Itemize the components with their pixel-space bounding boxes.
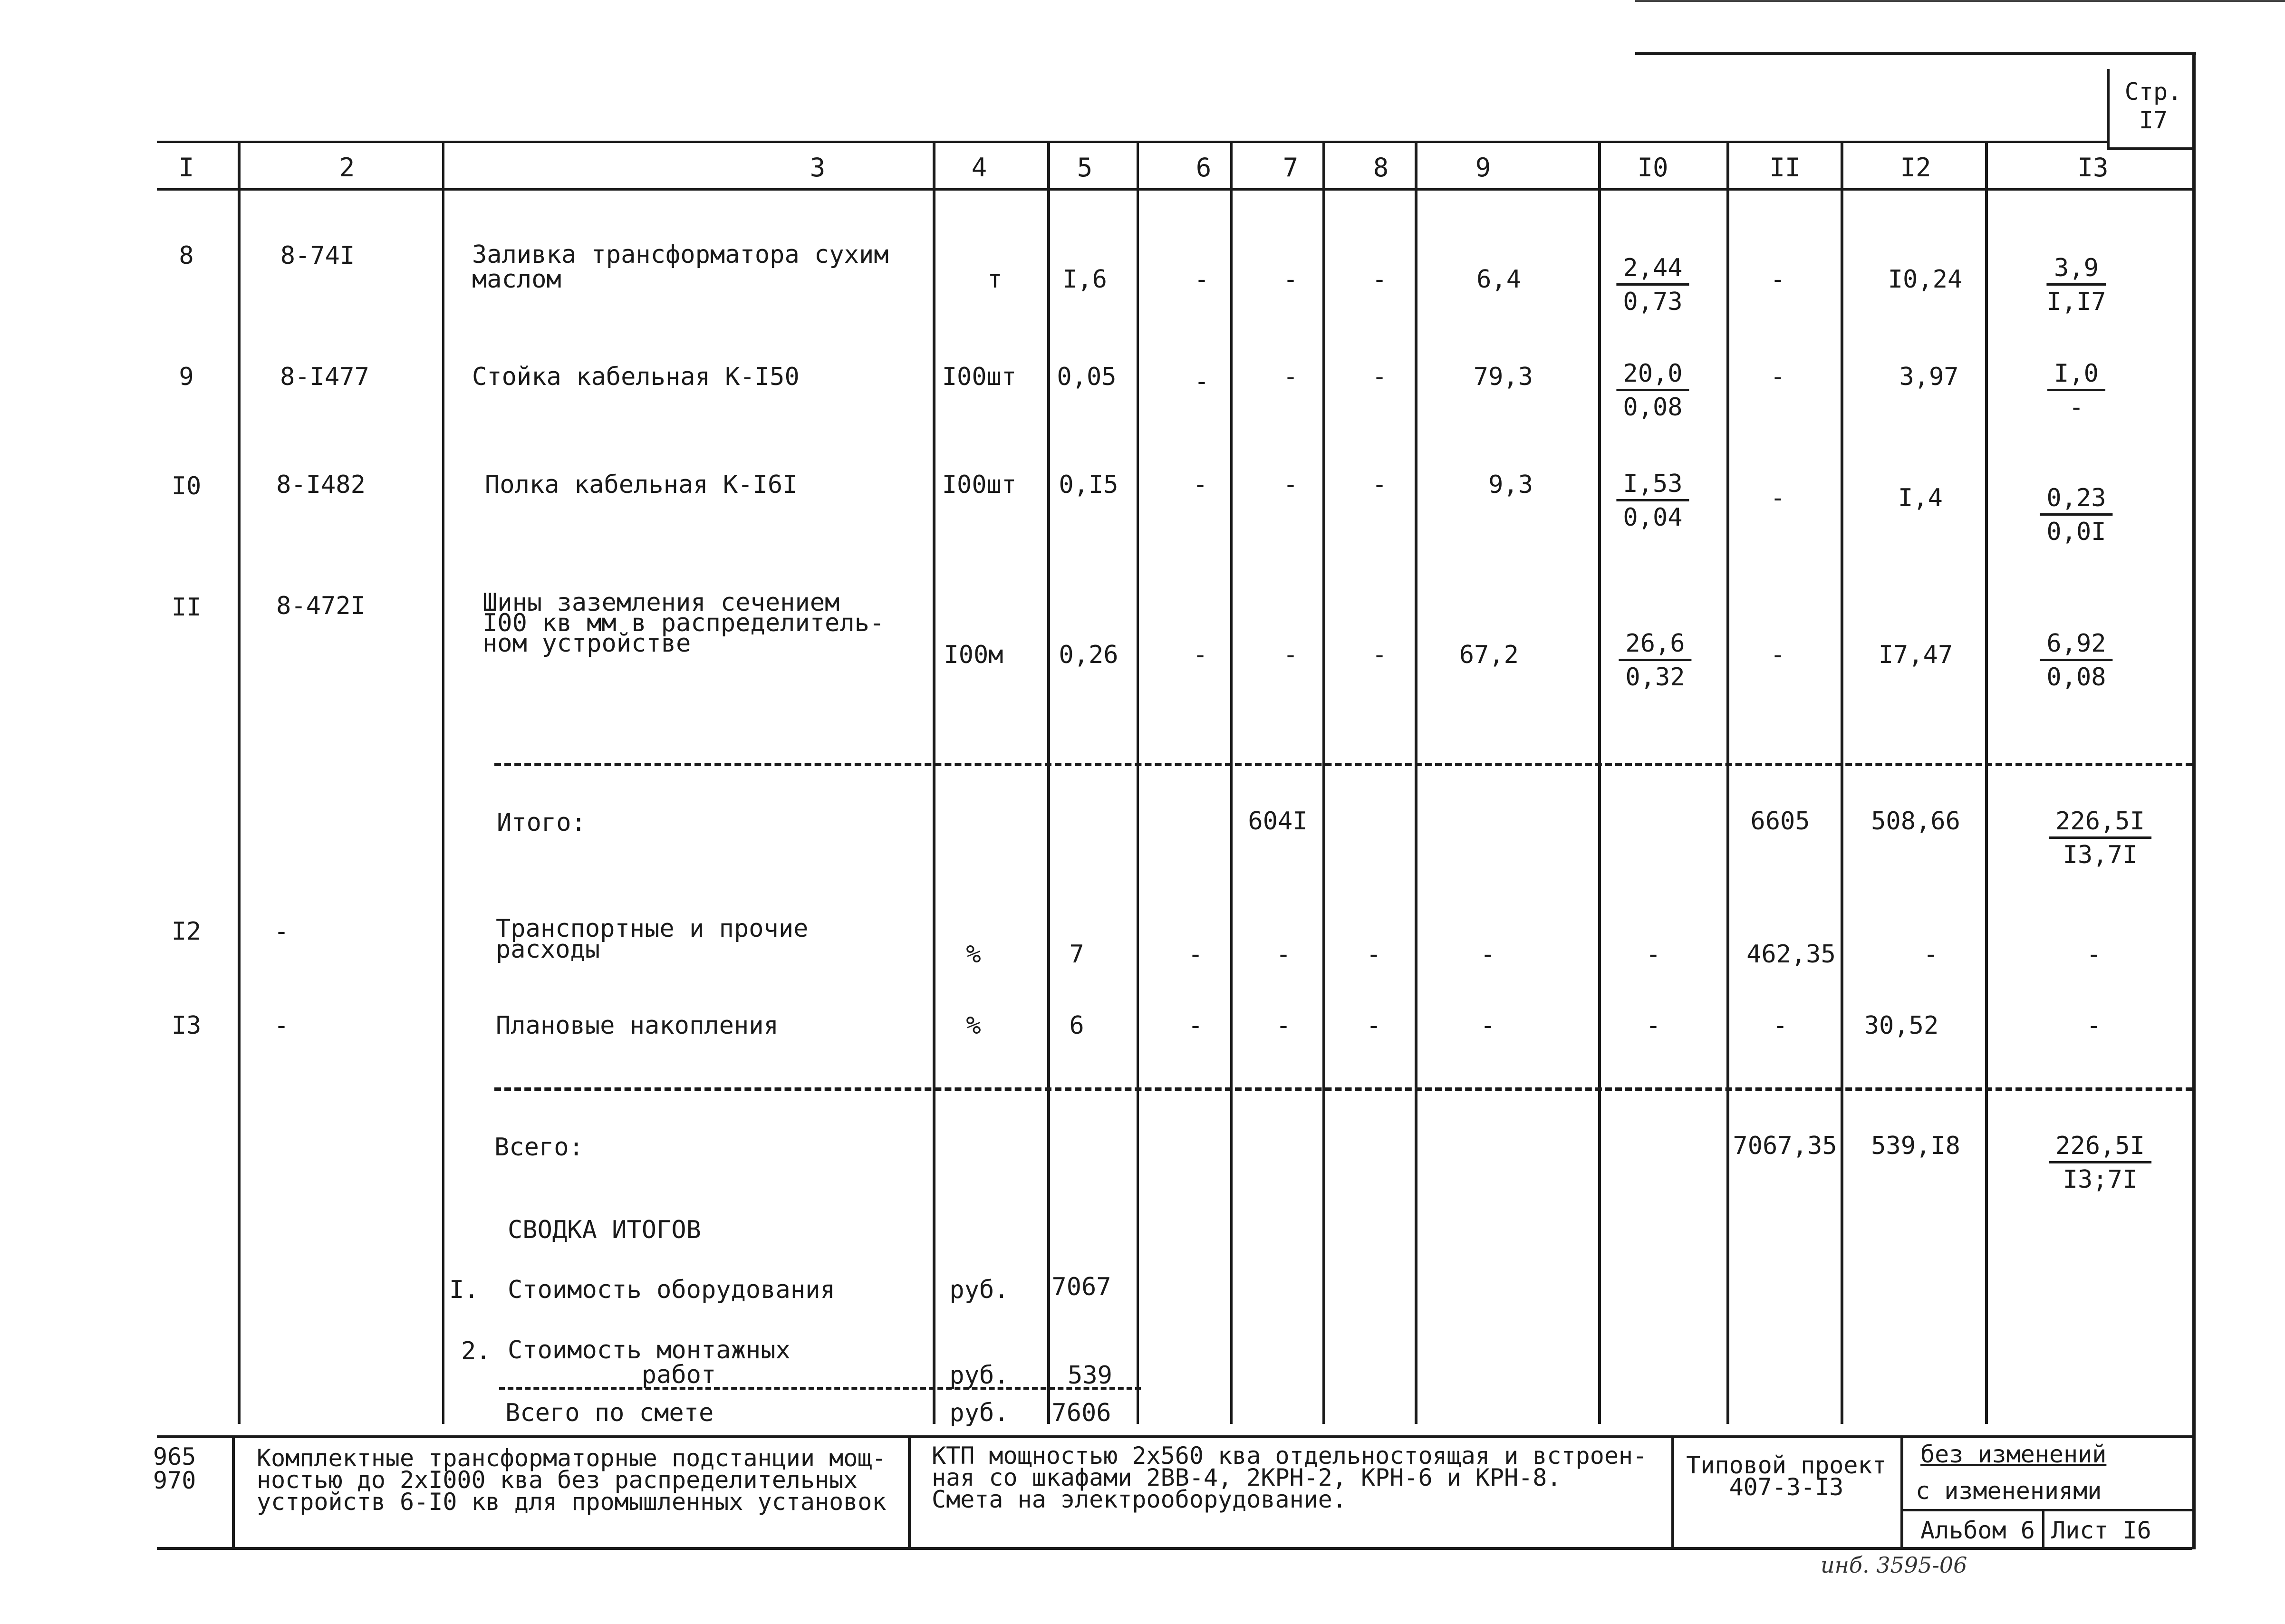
stamp-no-changes: без изменений	[1920, 1441, 2107, 1468]
col-header-6: 6	[1196, 153, 1212, 183]
header-bottom-line	[157, 188, 2192, 191]
table-row-12-code: -	[274, 917, 289, 946]
table-row-12-c8: -	[1366, 940, 1381, 969]
table-row-9-c11: -	[1770, 363, 1785, 391]
table-row-8-n: 8	[179, 241, 194, 270]
table-row-10-c13	[2040, 485, 2112, 545]
table-row-10-c8: -	[1372, 471, 1387, 499]
summary-item-1-num: I.	[449, 1276, 479, 1304]
col-rule-7	[1322, 141, 1325, 1424]
itogo-c12: 508,66	[1871, 807, 1960, 836]
summary-total-unit: руб.	[949, 1399, 1009, 1427]
table-row-12-qty: 7	[1069, 940, 1084, 969]
frame-right-line	[2192, 52, 2196, 1549]
table-row-10-c13-top: 0,23	[2040, 485, 2112, 516]
col-header-10: I0	[1637, 153, 1668, 183]
col-header-11: II	[1769, 153, 1801, 183]
table-row-8-c13-top: 3,9	[2046, 255, 2106, 286]
col-header-7: 7	[1282, 153, 1299, 183]
table-row-8-c7: -	[1283, 265, 1298, 294]
col-header-12: I2	[1900, 153, 1931, 183]
table-row-11-c9: 67,2	[1459, 641, 1519, 669]
itogo-c13-bottom: I3,7I	[2063, 841, 2138, 869]
col-header-5: 5	[1077, 153, 1093, 183]
col-rule-9	[1598, 141, 1601, 1424]
table-row-8-c9: 6,4	[1476, 265, 1521, 294]
table-row-13-c12: 30,52	[1864, 1011, 1939, 1040]
table-row-11-c10-bottom: 0,32	[1625, 663, 1685, 692]
col-header-8: 8	[1373, 153, 1389, 183]
table-row-10-c6: -	[1193, 471, 1208, 499]
col-rule-8	[1415, 141, 1417, 1424]
stamp-div-4	[1900, 1435, 1903, 1549]
table-row-9-c9: 79,3	[1473, 363, 1533, 391]
stamp-years: 965 970	[153, 1443, 196, 1494]
col-header-4: 4	[971, 153, 987, 183]
table-row-9-c13-top: I,0	[2047, 360, 2105, 391]
table-row-8-c13-bottom: I,I7	[2046, 288, 2106, 316]
table-row-10-c9: 9,3	[1488, 471, 1533, 499]
table-row-11-c8: -	[1372, 641, 1387, 669]
table-row-10-c10-bottom: 0,04	[1623, 503, 1683, 532]
page-label-box-bottom	[2107, 147, 2195, 150]
table-row-13-name: Плановые накопления	[496, 1011, 779, 1040]
stamp-top-line	[157, 1435, 2192, 1438]
top-right-edge-line	[1635, 0, 2285, 2]
col-header-13: I3	[2077, 153, 2109, 183]
table-row-13-c7: -	[1276, 1011, 1291, 1040]
table-row-10-code: 8-I482	[276, 471, 366, 499]
table-row-11-n: II	[171, 593, 202, 622]
table-row-10-c11: -	[1770, 484, 1785, 512]
table-row-9-c7: -	[1283, 363, 1298, 391]
table-row-12-c13: -	[2086, 940, 2102, 969]
stamp-bottom-line	[157, 1547, 2192, 1550]
table-row-9-qty: 0,05	[1057, 363, 1117, 391]
table-row-13-code: -	[274, 1011, 289, 1040]
table-row-13-c6: -	[1188, 1011, 1203, 1040]
table-row-13-c8: -	[1366, 1011, 1381, 1040]
table-row-8-c10	[1616, 255, 1689, 315]
table-row-10-c13-bottom: 0,0I	[2046, 518, 2106, 546]
col-rule-5	[1137, 141, 1139, 1424]
table-row-12-unit: %	[966, 940, 981, 969]
vsego-c13	[2049, 1133, 2151, 1193]
table-row-11-c10	[1619, 630, 1691, 691]
table-row-13-c11: -	[1773, 1011, 1788, 1040]
table-row-13-unit: %	[966, 1011, 981, 1040]
stamp-div-2	[908, 1435, 911, 1549]
table-row-9-c10	[1616, 360, 1689, 421]
summary-item-1-unit: руб.	[949, 1276, 1009, 1304]
itogo-c11: 6605	[1750, 807, 1810, 836]
stamp-sheet: Лист I6	[2051, 1517, 2151, 1544]
col-rule-3	[933, 141, 935, 1424]
table-row-9-c8: -	[1372, 363, 1387, 391]
col-rule-2	[442, 141, 444, 1424]
table-row-12-c11: 462,35	[1746, 940, 1836, 969]
table-row-11-c13-top: 6,92	[2040, 630, 2112, 661]
table-row-9-code: 8-I477	[280, 363, 369, 391]
table-row-12-c6: -	[1188, 940, 1203, 969]
col-rule-6	[1230, 141, 1233, 1424]
table-row-12-name: Транспортные и прочие расходы	[496, 914, 809, 964]
table-row-13-c13: -	[2086, 1011, 2102, 1040]
stamp-project: Типовой проект 407-3-I3	[1686, 1451, 1887, 1501]
summary-title: СВОДКА ИТОГОВ	[508, 1216, 701, 1244]
summary-item-2-unit: руб.	[949, 1361, 1009, 1390]
table-row-12-c12: -	[1923, 940, 1938, 969]
col-header-2: 2	[339, 153, 355, 183]
vsego-c12: 539,I8	[1871, 1132, 1960, 1160]
itogo-label: Итого:	[497, 808, 586, 837]
stamp-inner-line	[1900, 1509, 2192, 1511]
vsego-c13-bottom: I3;7I	[2063, 1165, 2138, 1194]
table-row-9-c10-bottom: 0,08	[1623, 393, 1683, 422]
table-row-11-code: 8-472I	[276, 592, 366, 620]
table-row-8-name: Заливка трансформатора сухим маслом	[472, 240, 889, 294]
table-row-9-c13-bottom: -	[2069, 393, 2084, 422]
table-row-10-qty: 0,I5	[1059, 471, 1118, 499]
handwritten-inventory-number: инб. 3595-06	[1821, 1552, 1967, 1578]
table-row-11-unit: I00м	[944, 641, 1003, 669]
table-row-8-c10-bottom: 0,73	[1623, 288, 1683, 316]
frame-top-line	[1635, 52, 2196, 55]
table-row-8-qty: I,6	[1062, 265, 1107, 294]
dashed-separator-itogo	[494, 763, 2192, 766]
stamp-title: Комплектные трансформаторные подстанции мощ- ностью до 2хI000 ква без распределительных устройств 6-I0 кв для промышленных установок	[257, 1444, 887, 1516]
table-row-9-c10-top: 20,0	[1616, 360, 1689, 391]
table-row-9-unit: I00шт	[942, 363, 1017, 391]
table-row-11-c13-bottom: 0,08	[2046, 663, 2106, 692]
stamp-div-3	[1671, 1435, 1674, 1549]
table-row-12-c9: -	[1480, 940, 1495, 969]
table-row-10-n: I0	[171, 472, 202, 500]
table-row-10-c12: I,4	[1898, 484, 1943, 512]
page-label-line1: Стр.	[2124, 78, 2182, 106]
table-row-13-n: I3	[171, 1011, 202, 1040]
summary-item-1-label: Стоимость оборудования	[508, 1276, 835, 1304]
table-row-9-n: 9	[179, 363, 194, 391]
table-row-11-c7: -	[1283, 641, 1298, 669]
page-label-box-left	[2107, 69, 2110, 150]
table-row-11-c11: -	[1770, 641, 1785, 669]
col-rule-10	[1726, 141, 1729, 1424]
itogo-c7: 604I	[1248, 807, 1308, 836]
table-row-10-c10-top: I,53	[1616, 471, 1689, 501]
stamp-album: Альбом 6	[1920, 1517, 2035, 1544]
table-row-10-name: Полка кабельная К-I6I	[485, 471, 798, 499]
stamp-with-changes: с изменениями	[1916, 1477, 2102, 1505]
col-header-3: 3	[810, 153, 826, 183]
summary-item-2-num: 2.	[461, 1337, 491, 1365]
table-row-13-qty: 6	[1069, 1011, 1084, 1040]
page-label-line2: I7	[2139, 106, 2168, 134]
table-row-8-c6: -	[1194, 265, 1209, 294]
itogo-c13	[2049, 808, 2151, 868]
table-row-12-n: I2	[171, 917, 202, 946]
table-row-11-name: Шины заземления сечением I00 кв мм в распределитель- ном устройстве	[482, 588, 885, 658]
summary-total-label: Всего по смете	[505, 1399, 714, 1427]
table-row-9-c13	[2047, 360, 2105, 421]
col-rule-11	[1841, 141, 1843, 1424]
vsego-label: Всего:	[494, 1133, 584, 1162]
table-row-11-qty: 0,26	[1059, 641, 1118, 669]
table-row-12-c7: -	[1276, 940, 1291, 969]
table-row-8-c13	[2046, 255, 2106, 315]
table-row-10-c7: -	[1283, 471, 1298, 499]
table-row-11-c6: -	[1193, 641, 1208, 669]
col-rule-4	[1047, 141, 1050, 1424]
table-row-10-c10	[1616, 471, 1689, 531]
table-row-11-c13	[2040, 630, 2112, 691]
table-row-9-c6: -	[1194, 367, 1209, 396]
table-row-8-unit: т	[987, 265, 1003, 294]
dashed-separator-vsego	[494, 1087, 2192, 1091]
header-top-line	[157, 141, 2107, 143]
col-header-9: 9	[1475, 153, 1491, 183]
vsego-c11: 7067,35	[1733, 1132, 1837, 1160]
table-row-13-c10: -	[1646, 1011, 1661, 1040]
table-row-9-c12: 3,97	[1899, 363, 1959, 391]
col-rule-1	[238, 141, 241, 1424]
table-row-9-name: Стойка кабельная К-I50	[472, 363, 800, 391]
table-row-10-unit: I00шт	[942, 471, 1017, 499]
summary-total-value: 7606	[1051, 1399, 1111, 1427]
table-row-8-c12: I0,24	[1888, 265, 1963, 294]
table-row-11-c12: I7,47	[1878, 641, 1953, 669]
table-row-8-c8: -	[1372, 265, 1387, 294]
table-row-8-c10-top: 2,44	[1616, 255, 1689, 286]
summary-item-1-value: 7067	[1051, 1273, 1111, 1301]
table-row-8-c11: -	[1770, 265, 1785, 294]
table-row-12-c10: -	[1646, 940, 1661, 969]
table-row-11-c10-top: 26,6	[1619, 630, 1691, 661]
col-header-1: I	[178, 153, 194, 183]
stamp-description: КТП мощностью 2х560 ква отдельностоящая и встроен- ная со шкафами 2ВВ-4, 2КРН-2, КРН-6 и КРН-8. Смета на электрооборудование.	[932, 1442, 1648, 1513]
table-row-13-c9: -	[1480, 1011, 1495, 1040]
vsego-c13-top: 226,5I	[2049, 1133, 2151, 1163]
table-row-8-code: 8-74I	[280, 241, 355, 270]
stamp-div-5	[2042, 1510, 2044, 1549]
summary-item-2-label: Стоимость монтажных работ	[508, 1336, 791, 1389]
summary-item-2-value: 539	[1068, 1361, 1112, 1390]
itogo-c13-top: 226,5I	[2049, 808, 2151, 839]
stamp-div-1	[232, 1435, 235, 1549]
col-rule-12	[1985, 143, 1988, 1424]
